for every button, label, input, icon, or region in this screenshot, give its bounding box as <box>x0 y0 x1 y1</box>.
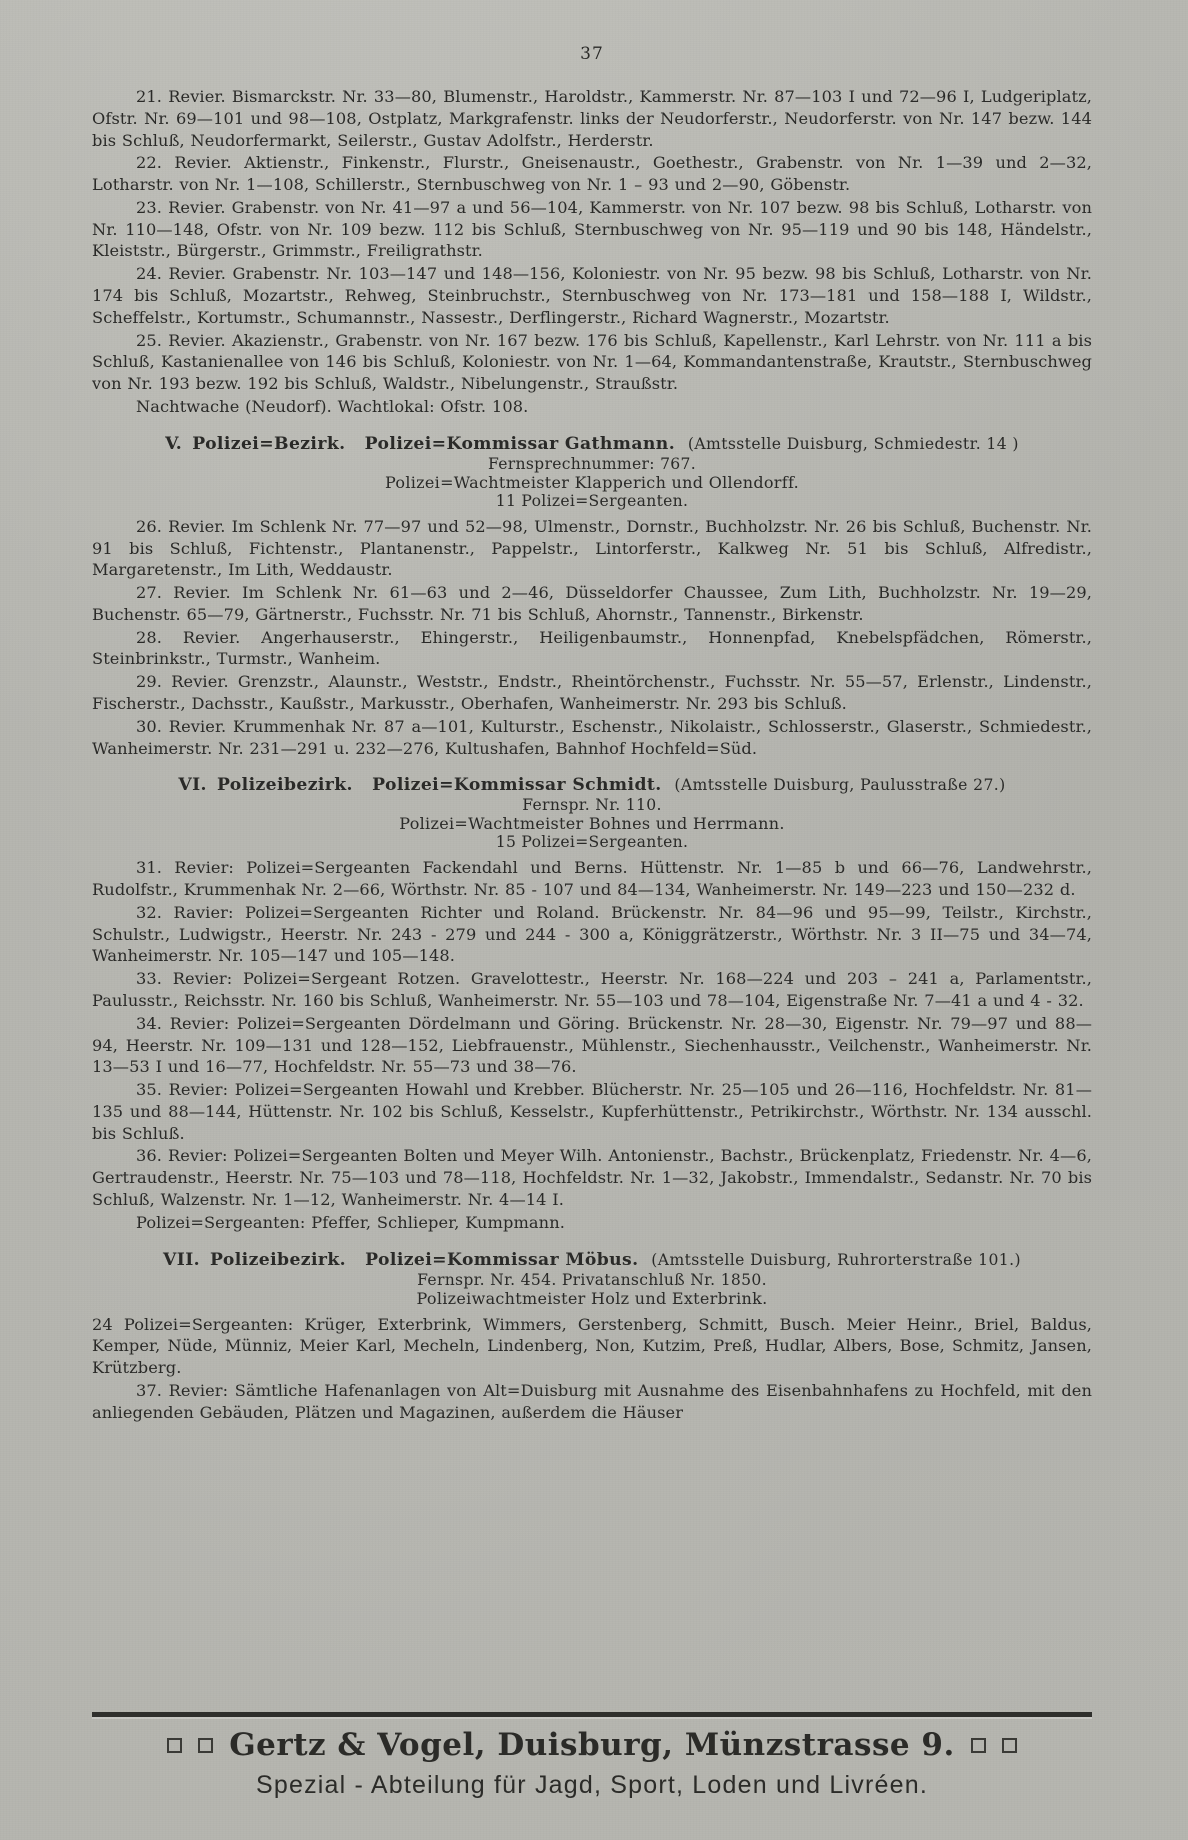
section-roman: V. <box>165 433 183 454</box>
section-heading <box>92 1250 1092 1270</box>
paragraph: 36. Revier: Polizei=Sergeanten Bolten und Meyer Wilh. Antonienstr., Bachstr., Brückenplatz, Friedenstr. Nr. 4—6, Gertraudenstr., Heerstr. Nr. 75—103 und 78—118, Hochfeldstr. Nr. 1—32, Jakobstr., Immendalstr., Sedanstr. Nr. 70 bis Schluß, Walzenstr. Nr. 1—12, Wanheimerstr. Nr. 4—14 I. <box>92 1146 1092 1210</box>
square-icon <box>971 1738 986 1753</box>
section-body <box>92 857 1092 1233</box>
ad-divider <box>92 1712 1092 1717</box>
paragraph: 24. Revier. Grabenstr. Nr. 103—147 und 148—156, Koloniestr. von Nr. 95 bezw. 98 bis Schluß, Lotharstr. von Nr. 174 bis Schluß, Mozartstr., Rehweg, Steinbruchstr., Sternbuschweg von Nr. 173—181 und 158—188 I, Wildstr., Scheffelstr., Kortumstr., Schumannstr., Nassestr., Derflingerstr., Richard Wagnerstr., Mozartstr. <box>92 264 1092 327</box>
section-commissioner: Polizei=Kommissar Gathmann. <box>364 433 676 454</box>
nachtwache-note: Nachtwache (Neudorf). Wachtlokal: Ofstr. 108. <box>136 396 529 416</box>
square-icon <box>167 1738 182 1753</box>
section-vii <box>92 1250 1092 1424</box>
section-wachtmeister: Polizei=Wachtmeister Klapperich und Ollendorff. <box>384 472 800 492</box>
paragraph: 24 Polizei=Sergeanten: Krüger, Exterbrink, Wimmers, Gerstenberg, Schmitt, Busch. Meier Heinr., Briel, Baldus, Kemper, Nüde, Münniz, Meier Karl, Mecheln, Lindenberg, Non, Kutzim, Preß, Hudlar, Albers, Bose, Schmitz, Jansen, Krützberg. <box>92 1314 1092 1378</box>
page-content <box>92 44 1092 1430</box>
advertisement <box>92 1712 1092 1800</box>
ad-title-row <box>92 1727 1092 1763</box>
paragraph: 26. Revier. Im Schlenk Nr. 77—97 und 52—98, Ulmenstr., Dornstr., Buchholzstr. Nr. 26 bis Schluß, Buchenstr. Nr. 91 bis Schluß, Fichtenstr., Plantanenstr., Pappelstr., Lintorferstr., Kalkweg Nr. 51 bis Schluß, Alfredistr., Margaretenstr., Im Lith, Weddaustr. <box>92 516 1092 580</box>
section-v <box>92 434 1092 760</box>
reviere-list-part-1 <box>92 86 1092 418</box>
section-office: (Amtsstelle Duisburg, Schmiedestr. 14 ) <box>687 434 1019 453</box>
section-sergeants: 15 Polizei=Sergeanten. <box>495 833 689 852</box>
paragraph: 27. Revier. Im Schlenk Nr. 61—63 und 2—46, Düsseldorfer Chaussee, Zum Lith, Buchholzstr. Nr. 19—29, Buchenstr. 65—79, Gärtnerstr., Fuchsstr. Nr. 71 bis Schluß, Ahornstr., Tannenstr., Birkenstr. <box>92 583 1092 624</box>
section-sergeants: 11 Polizei=Sergeanten. <box>495 491 689 510</box>
section-wachtmeister: Polizei=Wachtmeister Bohnes und Herrmann. <box>399 814 785 834</box>
paragraph: 29. Revier. Grenzstr., Alaunstr., Weststr., Endstr., Rheintörchenstr., Fuchsstr. Nr. 55—57, Erlenstr., Lindenstr., Fischerstr., Dachsstr., Kaußstr., Markusstr., Oberhafen, Wanheimerstr. Nr. 293 bis Schluß. <box>92 672 1092 713</box>
section-body <box>92 1314 1092 1424</box>
paragraph: 21. Revier. Bismarckstr. Nr. 33—80, Blumenstr., Haroldstr., Kammerstr. Nr. 87—103 I und 72—96 I, Ludgeriplatz, Ofstr. Nr. 69—101 und 98—108, Ostplatz, Markgrafenstr. links der Neudorferstr., Neudorferstr. von Nr. 147 bezw. 144 bis Schluß, Neudorfermarkt, Seilerstr., Gustav Adolfstr., Herderstr. <box>92 87 1092 150</box>
ad-title: Gertz & Vogel, Duisburg, Münzstrasse 9. <box>229 1727 955 1763</box>
section-body <box>92 516 1092 760</box>
paragraph: 30. Revier. Krummenhak Nr. 87 a—101, Kulturstr., Eschenstr., Nikolaistr., Schlosserstr., Glaserstr., Schmiedestr., Wanheimerstr. Nr. 231—291 u. 232—276, Kultushafen, Bahnhof Hochfeld=Süd. <box>92 716 1092 758</box>
section-phone: Fernspr. Nr. 454. Privatanschluß Nr. 1850. <box>417 1270 767 1289</box>
section-commissioner: Polizei=Kommissar Möbus. <box>365 1249 639 1270</box>
section-heading <box>92 775 1092 795</box>
paragraph: 28. Revier. Angerhauserstr., Ehingerstr., Heiligenbaumstr., Honnenpfad, Knebelspfädchen, Römerstr., Steinbrinkstr., Turmstr., Wanheim. <box>92 627 1092 669</box>
paragraph: 33. Revier: Polizei=Sergeant Rotzen. Gravelottestr., Heerstr. Nr. 168—224 und 203 – 241 a, Parlamentstr., Paulusstr., Reichsstr. Nr. 160 bis Schluß, Wanheimerstr. Nr. 55—103 und 78—104, Eigenstraße Nr. 7—41 a und 4 - 32. <box>92 969 1092 1010</box>
paragraph: 31. Revier: Polizei=Sergeanten Fackendahl und Berns. Hüttenstr. Nr. 1—85 b und 66—76, Landwehrstr., Rudolfstr., Krummenhak Nr. 2—66, Wörthstr. Nr. 85 - 107 und 84—134, Wanheimerstr. Nr. 149—223 und 150—232 d. <box>92 858 1092 900</box>
paragraph: 35. Revier: Polizei=Sergeanten Howahl und Krebber. Blücherstr. Nr. 25—105 und 26—116, Hochfeldstr. Nr. 81—135 und 88—144, Hüttenstr. Nr. 102 bis Schluß, Kesselstr., Kupferhüttenstr., Petrikirchstr., Wörthstr. Nr. 134 ausschl. bis Schluß. <box>92 1080 1092 1143</box>
paragraph: 25. Revier. Akazienstr., Grabenstr. von Nr. 167 bezw. 176 bis Schluß, Kapellenstr., Karl Lehrstr. von Nr. 111 a bis Schluß, Kastanienallee von 146 bis Schluß, Koloniestr. von Nr. 1—64, Kommandantenstraße, Krautstr., Sternbuschweg von Nr. 193 bezw. 192 bis Schluß, Waldstr., Nibelungenstr., Straußstr. <box>92 330 1092 394</box>
paragraph: 34. Revier: Polizei=Sergeanten Dördelmann und Göring. Brückenstr. Nr. 28—30, Eigenstr. Nr. 79—97 und 88—94, Heerstr. Nr. 109—131 und 128—152, Liebfrauenstr., Mühlenstr., Siechenhausstr., Veilchenstr., Wanheimerstr. Nr. 13—53 I und 16—77, Hochfeldstr. Nr. 55—73 und 38—76. <box>92 1013 1092 1077</box>
section-roman: VII. <box>163 1249 201 1270</box>
square-icon <box>1002 1738 1017 1753</box>
section-district: Polizeibezirk. <box>210 1249 347 1270</box>
section-office: (Amtsstelle Duisburg, Ruhrorterstraße 101.) <box>651 1250 1021 1269</box>
section-district: Polizei=Bezirk. <box>192 433 346 454</box>
section-phone: Fernsprechnummer: 767. <box>487 454 696 473</box>
section-wachtmeister: Polizeiwachtmeister Holz und Exterbrink. <box>416 1288 768 1308</box>
section-roman: VI. <box>178 775 207 796</box>
paragraph: 22. Revier. Aktienstr., Finkenstr., Flurstr., Gneisenaustr., Goethestr., Grabenstr. von Nr. 1—39 und 2—32, Lotharstr. von Nr. 1—108, Schillerstr., Sternbuschweg von Nr. 1 – 93 und 2—90, Göbenstr. <box>92 153 1092 195</box>
paragraph: 23. Revier. Grabenstr. von Nr. 41—97 a und 56—104, Kammerstr. von Nr. 107 bezw. 98 bis Schluß, Lotharstr. von Nr. 110—148, Ofstr. von Nr. 109 bezw. 112 bis Schluß, Sternbuschweg von Nr. 95—119 und 90 bis 148, Händelstr., Kleiststr., Bürgerstr., Grimmstr., Freiligrathstr. <box>92 197 1092 261</box>
paragraph: 32. Ravier: Polizei=Sergeanten Richter und Roland. Brückenstr. Nr. 84—96 und 95—99, Teilstr., Kirchstr., Schulstr., Ludwigstr., Heerstr. Nr. 243 - 279 und 244 - 300 a, Königgrätzerstr., Wörthstr. Nr. 3 II—75 und 34—74, Wanheimerstr. Nr. 105—147 und 105—148. <box>92 902 1092 966</box>
square-icon <box>198 1738 213 1753</box>
page-number: 37 <box>580 44 604 64</box>
section-commissioner: Polizei=Kommissar Schmidt. <box>372 775 662 796</box>
ad-subtitle: Spezial - Abteilung für Jagd, Sport, Loden und Livréen. <box>256 1771 928 1799</box>
paragraph: 37. Revier: Sämtliche Hafenanlagen von Alt=Duisburg mit Ausnahme des Eisenbahnhafens zu Hochfeld, mit den anliegenden Gebäuden, Plätzen und Magazinen, außerdem die Häuser <box>92 1380 1092 1422</box>
section-trailer: Polizei=Sergeanten: Pfeffer, Schlieper, Kumpmann. <box>136 1212 565 1232</box>
section-district: Polizeibezirk. <box>216 775 353 796</box>
section-heading <box>92 434 1092 454</box>
section-office: (Amtsstelle Duisburg, Paulusstraße 27.) <box>674 776 1006 795</box>
section-vi <box>92 775 1092 1233</box>
section-phone: Fernspr. Nr. 110. <box>522 796 662 815</box>
